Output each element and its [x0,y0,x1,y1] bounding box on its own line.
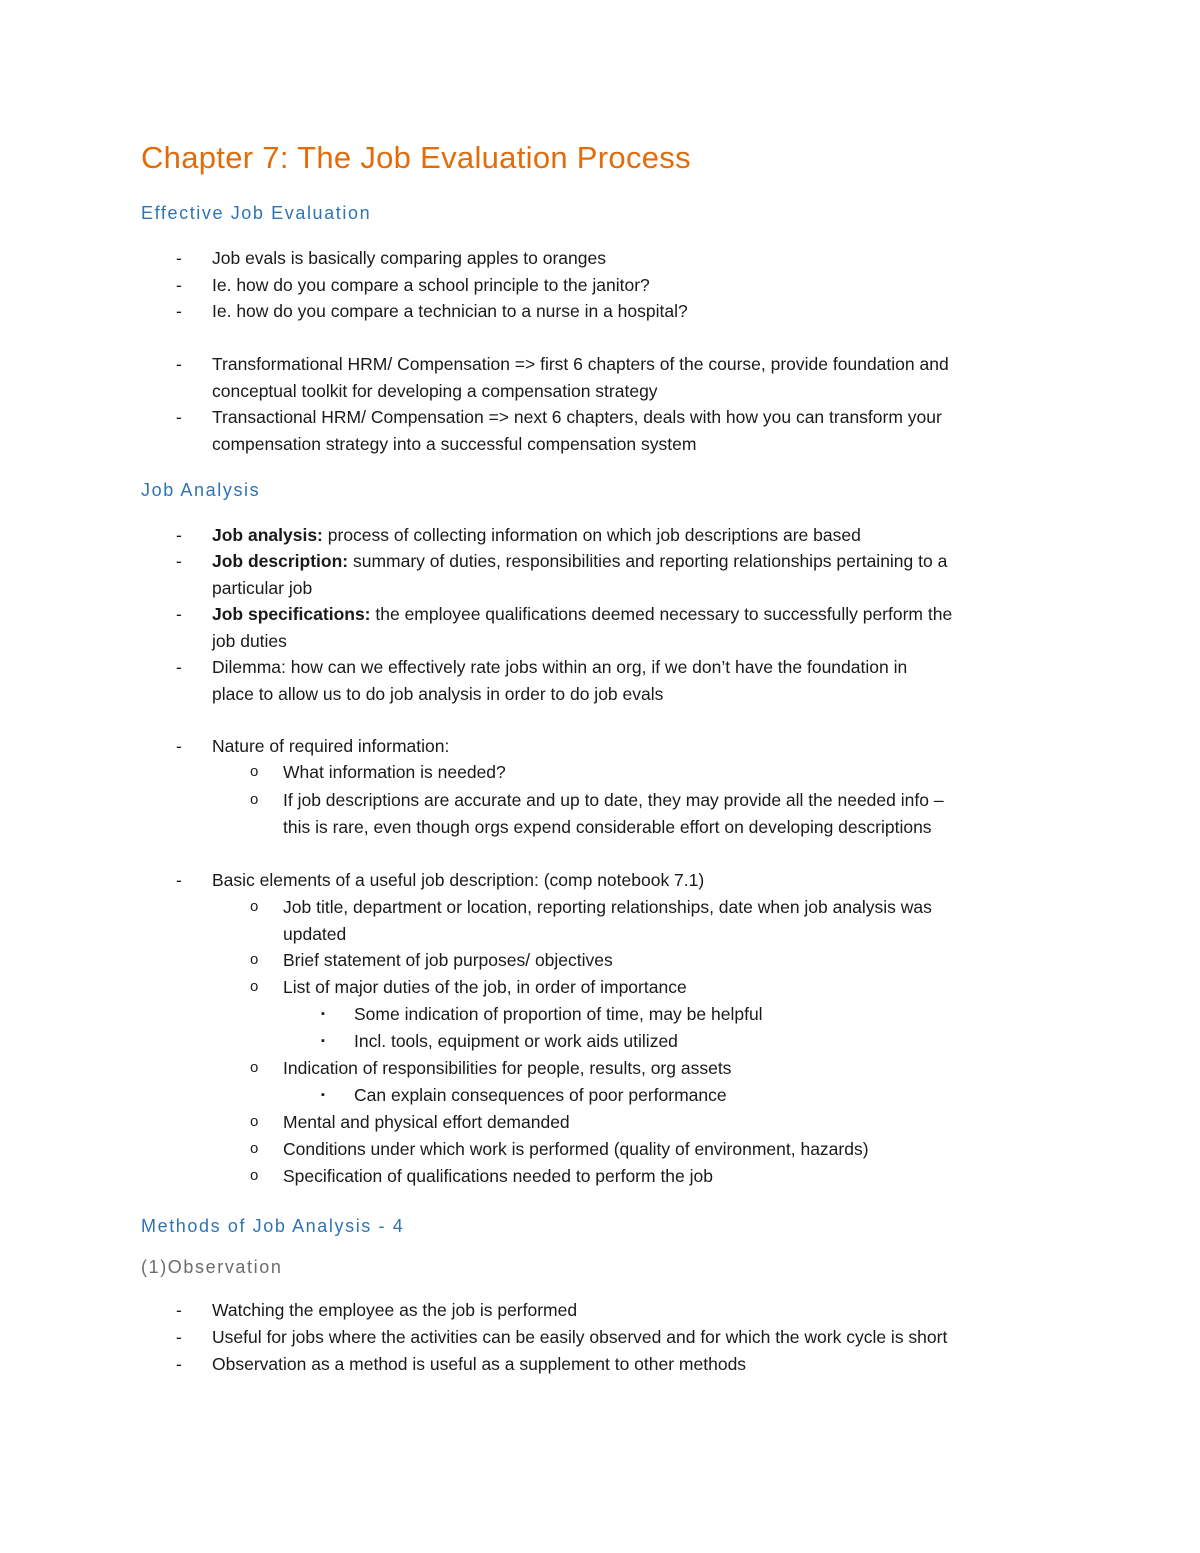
circle-bullet: o [250,951,259,968]
list-item: - Nature of required information: [212,733,449,760]
list-item: o Specification of qualifications needed to perform the job [283,1163,713,1190]
list-item: - Transactional HRM/ Compensation => next 6 chapters, deals with how you can transform your compensation strategy into a successful compensation system [212,404,942,457]
list-item: o What information is needed? [283,759,506,786]
list-item: o If job descriptions are accurate and up to date, they may provide all the needed info – this is rare, even though orgs expend considerable effort on developing descriptions [283,787,944,840]
list-item: - Transformational HRM/ Compensation => first 6 chapters of the course, provide foundation and conceptual toolkit for developing a compensation strategy [212,351,949,404]
list-item: - Watching the employee as the job is performed [212,1297,577,1324]
list-item: - Observation as a method is useful as a supplement to other methods [212,1351,746,1378]
square-bullet: ▪ [321,1089,325,1101]
list-item: - Ie. how do you compare a technician to a nurse in a hospital? [212,298,688,325]
list-item: - Ie. how do you compare a school principle to the janitor? [212,272,650,299]
list-item: o Job title, department or location, reporting relationships, date when job analysis was updated [283,894,932,947]
list-item: - Job description: summary of duties, responsibilities and reporting relationships pertaining to a particular job [212,548,947,601]
dash-bullet: - [176,407,182,427]
list-item: - Job evals is basically comparing apples to oranges [212,245,606,272]
section-heading-job-analysis: Job Analysis [141,480,261,500]
list-item: - Job specifications: the employee qualifications deemed necessary to successfully perform the job duties [212,601,952,654]
dash-bullet: - [176,551,182,571]
dash-bullet: - [176,657,182,677]
square-bullet: ▪ [321,1008,325,1020]
list-item: ▪ Some indication of proportion of time, may be helpful [354,1001,763,1028]
circle-bullet: o [250,1140,259,1157]
dash-bullet: - [176,301,182,321]
section-heading-effective-job-evaluation: Effective Job Evaluation [141,203,372,223]
dash-bullet: - [176,248,182,268]
circle-bullet: o [250,1113,259,1130]
list-item: o Mental and physical effort demanded [283,1109,570,1136]
subsection-heading-observation: (1)Observation [141,1257,283,1277]
list-item: - Useful for jobs where the activities can be easily observed and for which the work cycle is short [212,1324,947,1351]
circle-bullet: o [250,978,259,995]
definition-term: Job analysis: [212,525,323,545]
definition-term: Job description: [212,551,349,571]
dash-bullet: - [176,1354,182,1374]
list-item: ▪ Incl. tools, equipment or work aids utilized [354,1028,678,1055]
circle-bullet: o [250,1059,259,1076]
list-item: o Indication of responsibilities for people, results, org assets [283,1055,731,1082]
circle-bullet: o [250,1167,259,1184]
list-item: o Conditions under which work is performed (quality of environment, hazards) [283,1136,869,1163]
dash-bullet: - [176,1327,182,1347]
list-item: ▪ Can explain consequences of poor performance [354,1082,727,1109]
circle-bullet: o [250,791,259,808]
dash-bullet: - [176,870,182,890]
chapter-title: Chapter 7: The Job Evaluation Process [141,140,691,175]
dash-bullet: - [176,604,182,624]
circle-bullet: o [250,763,259,780]
circle-bullet: o [250,898,259,915]
square-bullet: ▪ [321,1035,325,1047]
definition-term: Job specifications: [212,604,371,624]
dash-bullet: - [176,1300,182,1320]
dash-bullet: - [176,736,182,756]
dash-bullet: - [176,354,182,374]
list-item: - Dilemma: how can we effectively rate jobs within an org, if we don’t have the foundation in place to allow us to do job analysis in order to do job evals [212,654,907,707]
list-item: o Brief statement of job purposes/ objectives [283,947,613,974]
list-item: o List of major duties of the job, in order of importance [283,974,687,1001]
list-item: - Basic elements of a useful job description: (comp notebook 7.1) [212,867,704,894]
list-item: - Job analysis: process of collecting information on which job descriptions are based [212,522,861,549]
dash-bullet: - [176,275,182,295]
dash-bullet: - [176,525,182,545]
section-heading-methods-of-job-analysis: Methods of Job Analysis - 4 [141,1216,405,1236]
